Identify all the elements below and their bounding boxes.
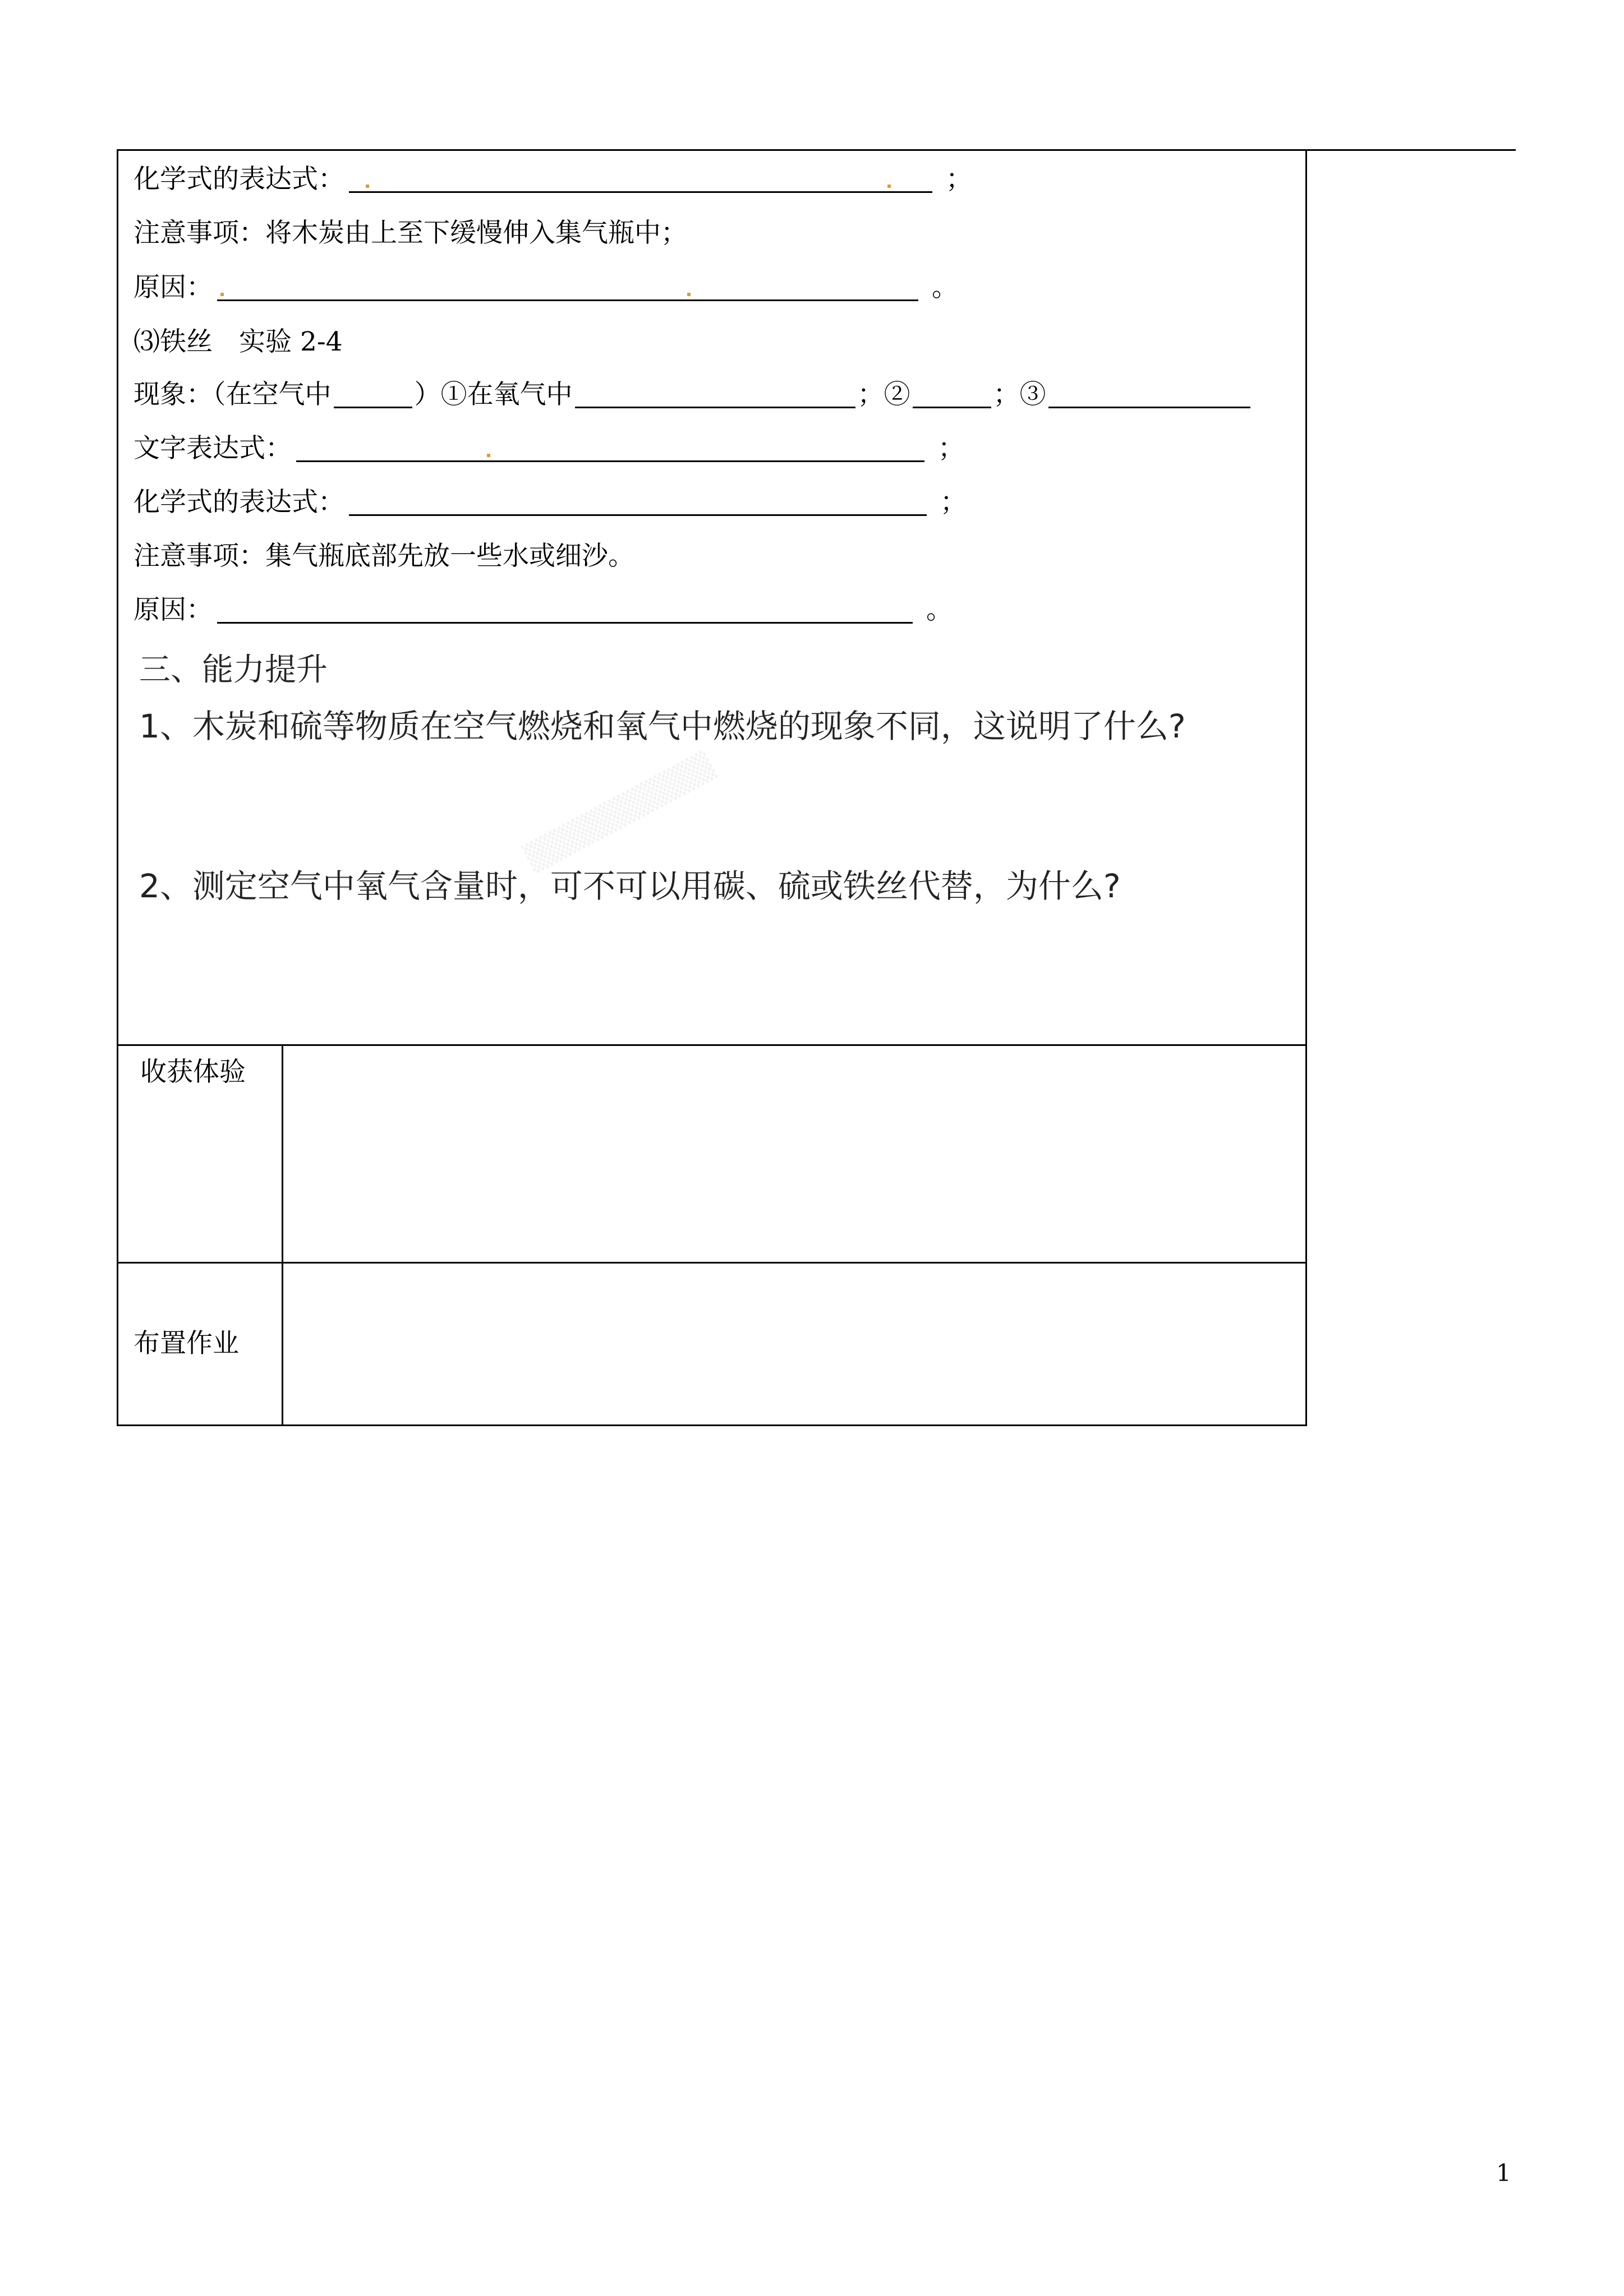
word-eq-blank[interactable] bbox=[296, 436, 924, 462]
reason-label: 原因： bbox=[134, 272, 213, 303]
page-number: 1 bbox=[1496, 2159, 1511, 2187]
ability-heading: 三、能力提升 bbox=[139, 652, 328, 688]
chem-eq-end: ； bbox=[946, 164, 972, 195]
question-1: 1、木炭和硫等物质在空气燃烧和氧气中燃烧的现象不同，这说明了什么? bbox=[139, 707, 1186, 745]
word-eq-end: ； bbox=[938, 433, 964, 464]
phenomenon-part-2: ）①在氧气中 bbox=[414, 379, 573, 410]
watermark: ▒▒▒▒▒▒▒▒▒▒ bbox=[521, 749, 719, 875]
chem-eq-2-label: 化学式的表达式： bbox=[134, 487, 344, 518]
note-line-1 bbox=[134, 216, 687, 250]
harvest-content-cell[interactable] bbox=[284, 1046, 1305, 1261]
table-bottom-border bbox=[117, 1424, 1307, 1426]
reason-line-1 bbox=[134, 271, 958, 305]
chem-eq-2-end: ； bbox=[940, 487, 967, 518]
table-left-border bbox=[117, 149, 118, 1426]
chem-eq-line-1 bbox=[134, 163, 972, 196]
reason-2-end: 。 bbox=[926, 594, 953, 625]
chem-eq-blank[interactable] bbox=[349, 167, 932, 193]
harvest-label: 收获体验 bbox=[140, 1057, 246, 1087]
note-2-text: 注意事项：集气瓶底部先放一些水或细沙。 bbox=[134, 541, 634, 571]
oxygen-blank-1[interactable] bbox=[575, 382, 855, 408]
iron-heading bbox=[134, 325, 343, 359]
row-divider-2 bbox=[117, 1262, 1307, 1264]
reason-2-blank[interactable] bbox=[217, 597, 913, 624]
reason-blank[interactable] bbox=[217, 275, 918, 301]
homework-content-cell[interactable] bbox=[284, 1264, 1305, 1423]
word-eq-label: 文字表达式： bbox=[134, 433, 292, 464]
oxygen-blank-2[interactable] bbox=[913, 382, 991, 408]
iron-heading-text: ⑶铁丝 实验 2-4 bbox=[134, 326, 343, 357]
chem-eq-label: 化学式的表达式： bbox=[134, 164, 344, 195]
note-text: 注意事项：将木炭由上至下缓慢伸入集气瓶中； bbox=[134, 218, 687, 248]
phenomenon-line bbox=[134, 378, 1250, 412]
reason-end: 。 bbox=[932, 272, 958, 303]
oxygen-blank-3[interactable] bbox=[1048, 382, 1250, 408]
row-divider-1 bbox=[117, 1044, 1307, 1046]
table-right-border bbox=[1305, 149, 1307, 1426]
chem-eq-2-blank[interactable] bbox=[349, 490, 927, 516]
reason-line-2 bbox=[134, 593, 953, 627]
phenomenon-part-3: ；② bbox=[857, 379, 910, 410]
homework-label: 布置作业 bbox=[134, 1328, 239, 1359]
phenomenon-part-4: ；③ bbox=[993, 379, 1046, 410]
air-blank[interactable] bbox=[334, 382, 412, 408]
phenomenon-part-1: 现象：（在空气中 bbox=[134, 379, 332, 410]
question-2: 2、测定空气中氧气含量时，可不可以用碳、硫或铁丝代替，为什么? bbox=[139, 867, 1121, 905]
note-line-2 bbox=[134, 540, 634, 573]
chem-eq-line-2 bbox=[134, 486, 967, 519]
reason-2-label: 原因： bbox=[134, 594, 213, 625]
label-column-divider bbox=[282, 1044, 283, 1426]
word-eq-line bbox=[134, 432, 964, 465]
